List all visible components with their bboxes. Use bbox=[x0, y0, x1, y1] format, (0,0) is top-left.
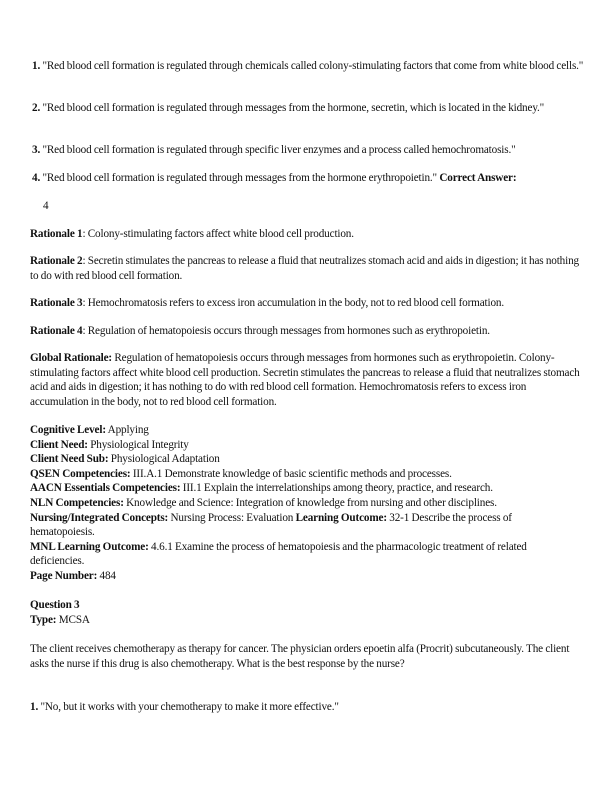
option-number: 1. bbox=[32, 60, 41, 72]
meta-value: III.A.1 Demonstrate knowledge of basic scientific methods and processes. bbox=[130, 467, 452, 480]
meta-label: Page Number: bbox=[30, 569, 98, 582]
global-rationale-text: Regulation of hematopoiesis occurs through messages from hormones such as erythropoietin. Colony-stimulating factors affect white blood cell production. Secretin stimulates the pancreas to release a fluid that neutralizes stomach acid and aids in digestion; it has nothing to do with red blood cell formation. Hemochromatosis refers to excess iron accumulation in the body, not to red blood cell formation. bbox=[30, 352, 580, 408]
option-number: 3. bbox=[32, 144, 41, 156]
rationale-text: Regulation of hematopoiesis occurs through messages from hormones such as erythropoietin. bbox=[87, 325, 490, 337]
correct-answer-label: Correct Answer: bbox=[439, 172, 517, 184]
global-rationale bbox=[30, 351, 582, 409]
meta-label: NLN Competencies: bbox=[30, 496, 124, 509]
rationale-2 bbox=[30, 254, 582, 283]
meta-value: Physiological Integrity bbox=[87, 438, 189, 451]
rationale-1 bbox=[30, 227, 582, 242]
meta-label: QSEN Competencies: bbox=[30, 467, 131, 480]
rationale-separator: : bbox=[82, 228, 88, 240]
rationale-text: Colony-stimulating factors affect white blood cell production. bbox=[87, 228, 354, 240]
aacn-competencies bbox=[30, 481, 582, 496]
option-number: 4. bbox=[32, 172, 41, 184]
rationale-label: Rationale 1 bbox=[30, 228, 83, 240]
qsen-competencies bbox=[30, 467, 582, 482]
meta-value: III.1 Explain the interrelationships among theory, practice, and research. bbox=[180, 482, 493, 495]
nursing-concepts-and-learning-outcome bbox=[30, 511, 520, 540]
option-1 bbox=[32, 59, 593, 74]
question-3-header bbox=[30, 598, 582, 627]
meta-label: Client Need Sub: bbox=[30, 453, 109, 466]
rationale-3 bbox=[30, 296, 582, 311]
meta-label: Cognitive Level: bbox=[30, 424, 106, 436]
type-label: Type: bbox=[30, 613, 57, 626]
meta-value: Applying bbox=[105, 424, 149, 436]
client-need-sub bbox=[30, 452, 582, 467]
page-number bbox=[30, 569, 582, 584]
type-value: MCSA bbox=[56, 613, 90, 626]
meta-label: AACN Essentials Competencies: bbox=[30, 482, 181, 495]
rationale-4 bbox=[30, 324, 582, 339]
nln-competencies bbox=[30, 496, 582, 511]
rationale-separator: : bbox=[82, 325, 88, 337]
option-4 bbox=[32, 171, 593, 186]
option-2 bbox=[32, 101, 593, 116]
meta-value: Knowledge and Science: Integration of knowledge from nursing and other disciplines. bbox=[123, 496, 497, 509]
question-title: Question 3 bbox=[30, 599, 80, 611]
question-type bbox=[30, 613, 582, 628]
question-3-option-1 bbox=[30, 700, 582, 715]
correct-answer-value: 4 bbox=[43, 200, 49, 212]
meta-label: Learning Outcome: bbox=[295, 511, 387, 524]
option-number: 1. bbox=[30, 701, 39, 713]
option-text: "No, but it works with your chemotherapy to make it more effective." bbox=[40, 701, 339, 713]
meta-value: Nursing Process: Evaluation bbox=[168, 511, 296, 524]
meta-label: MNL Learning Outcome: bbox=[30, 540, 149, 553]
meta-value: Physiological Adaptation bbox=[108, 453, 220, 466]
option-text: "Red blood cell formation is regulated through messages from the hormone, secretin, which is located in the kidney." bbox=[42, 102, 545, 114]
option-text: "Red blood cell formation is regulated through chemicals called colony-stimulating factors that come from white blood cells." bbox=[42, 60, 584, 72]
meta-label: Client Need: bbox=[30, 438, 88, 451]
rationale-text: Secretin stimulates the pancreas to release a fluid that neutralizes stomach acid and aids in digestion; it has nothing to do with red blood cell formation. bbox=[30, 255, 579, 282]
rationale-label: Rationale 2 bbox=[30, 255, 83, 267]
cognitive-level bbox=[30, 423, 582, 438]
client-need bbox=[30, 438, 582, 453]
meta-value: 32-1 Describe the process of hematopoiesis. bbox=[30, 511, 512, 539]
meta-label: Nursing/Integrated Concepts: bbox=[30, 511, 169, 524]
mnl-learning-outcome bbox=[30, 540, 570, 569]
option-text: "Red blood cell formation is regulated through messages from the hormone erythropoietin." bbox=[42, 172, 437, 184]
question-3-stem: The client receives chemotherapy as therapy for cancer. The physician orders epoetin alfa (Procrit) subcutaneously. The client asks the nurse if this drug is also chemotherapy. What is the best response by the nurse? bbox=[30, 643, 570, 670]
meta-value: 484 bbox=[97, 569, 116, 582]
global-rationale-label: Global Rationale: bbox=[30, 352, 112, 364]
rationale-label: Rationale 3 bbox=[30, 297, 83, 309]
meta-value: 4.6.1 Examine the process of hematopoiesis and the pharmacologic treatment of related deficiencies. bbox=[30, 540, 527, 568]
rationale-label: Rationale 4 bbox=[30, 325, 83, 337]
option-text: "Red blood cell formation is regulated through specific liver enzymes and a process called hemochromatosis." bbox=[42, 144, 516, 156]
option-number: 2. bbox=[32, 102, 41, 114]
rationale-separator: : bbox=[82, 255, 88, 267]
question-metadata bbox=[30, 423, 582, 584]
rationale-separator: : bbox=[82, 297, 88, 309]
option-3 bbox=[32, 143, 593, 158]
rationale-text: Hemochromatosis refers to excess iron accumulation in the body, not to red blood cell formation. bbox=[87, 297, 504, 309]
